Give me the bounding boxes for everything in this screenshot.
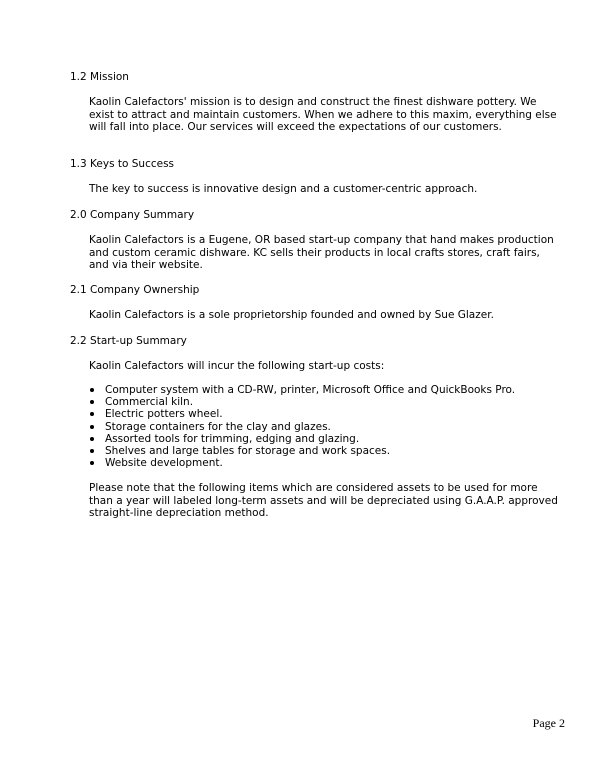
bullet-icon bbox=[90, 412, 94, 416]
startup-costs-list bbox=[89, 384, 515, 469]
list-item-text: Assorted tools for trimming, edging and glazing. bbox=[105, 432, 360, 445]
list-item-text: Shelves and large tables for storage and work spaces. bbox=[105, 445, 391, 458]
keys-to-success-paragraph: The key to success is innovative design and a customer-centric approach. bbox=[89, 183, 478, 195]
list-item bbox=[89, 408, 515, 420]
bullet-icon bbox=[90, 449, 94, 453]
list-item-text: Computer system with a CD-RW, printer, Microsoft Office and QuickBooks Pro. bbox=[105, 384, 516, 396]
list-item-text: Electric potters wheel. bbox=[105, 408, 223, 421]
company-ownership-heading: 2.1 Company Ownership bbox=[70, 284, 200, 296]
list-item bbox=[89, 384, 515, 396]
mission-paragraph: Kaolin Calefactors' mission is to design and construct the finest dishware pottery. We exist to attract and maintain customers. When we adhere to this maxim, everything else will fall into place. Our services will exceed the expectations of our customers. bbox=[89, 96, 557, 133]
list-item bbox=[89, 457, 515, 469]
bullet-icon bbox=[90, 400, 94, 404]
list-item bbox=[89, 445, 515, 457]
list-item-text: Storage containers for the clay and glazes. bbox=[105, 420, 331, 433]
bullet-icon bbox=[90, 425, 94, 429]
mission-heading: 1.2 Mission bbox=[70, 71, 129, 83]
company-summary-paragraph: Kaolin Calefactors is a Eugene, OR based start-up company that hand makes production and custom ceramic dishware. KC sells their products in local crafts stores, craft fairs, and via their website. bbox=[89, 234, 554, 271]
list-item bbox=[89, 396, 515, 408]
list-item bbox=[89, 433, 515, 445]
bullet-icon bbox=[90, 461, 94, 465]
company-summary-heading: 2.0 Company Summary bbox=[70, 209, 195, 221]
keys-to-success-heading: 1.3 Keys to Success bbox=[70, 158, 175, 170]
startup-summary-note: Please note that the following items which are considered assets to be used for more than a year will labeled long-term assets and will be depreciated using G.A.A.P. approved straight-line depreciation method. bbox=[89, 482, 558, 519]
bullet-icon bbox=[90, 437, 94, 441]
bullet-icon bbox=[90, 388, 94, 392]
list-item bbox=[89, 421, 515, 433]
list-item-text: Commercial kiln. bbox=[105, 396, 194, 409]
startup-summary-heading: 2.2 Start-up Summary bbox=[70, 335, 187, 347]
company-ownership-paragraph: Kaolin Calefactors is a sole proprietorship founded and owned by Sue Glazer. bbox=[89, 309, 494, 321]
page-number: Page 2 bbox=[532, 716, 565, 730]
startup-summary-intro: Kaolin Calefactors will incur the following start-up costs: bbox=[89, 360, 385, 372]
list-item-text: Website development. bbox=[105, 457, 223, 470]
